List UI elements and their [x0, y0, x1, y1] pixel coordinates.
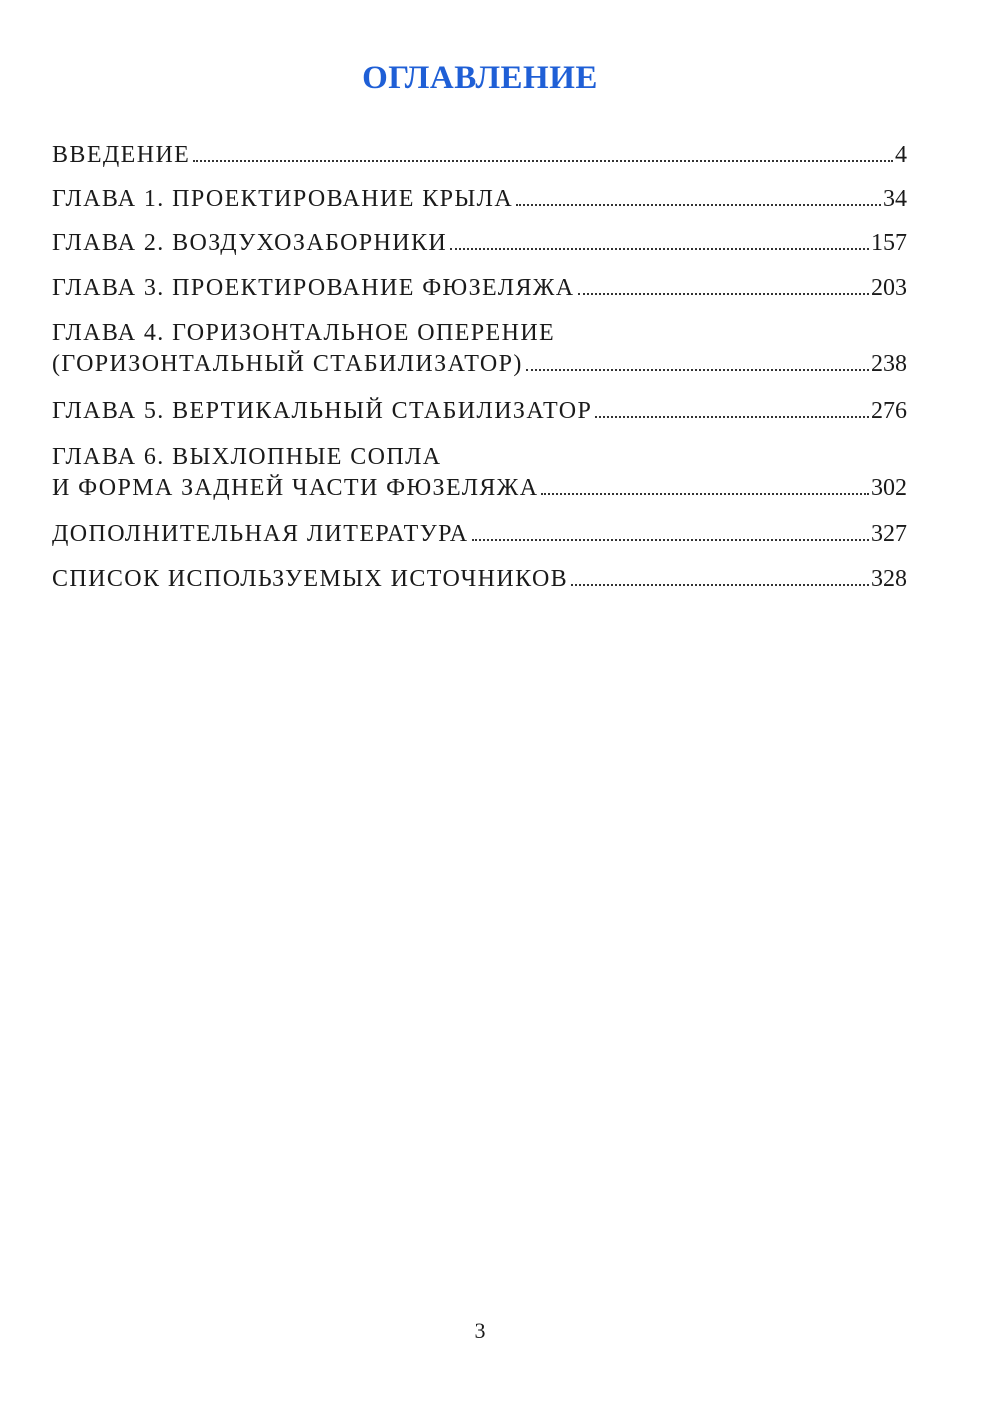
- toc-entry-page: 34: [883, 186, 907, 212]
- toc-entry-label: ГЛАВА 2. ВОЗДУХОЗАБОРНИКИ: [52, 230, 448, 256]
- toc-entry-label: ГЛАВА 5. ВЕРТИКАЛЬНЫЙ СТАБИЛИЗАТОР: [52, 398, 593, 424]
- dot-leader: [450, 248, 869, 250]
- toc-entry-chapter-3[interactable]: [52, 273, 907, 304]
- toc-entry-label: СПИСОК ИСПОЛЬЗУЕМЫХ ИСТОЧНИКОВ: [52, 566, 569, 592]
- toc-entry-label: ГЛАВА 1. ПРОЕКТИРОВАНИЕ КРЫЛА: [52, 186, 514, 212]
- toc-entry-label-line1: ГЛАВА 4. ГОРИЗОНТАЛЬНОЕ ОПЕРЕНИЕ: [52, 320, 556, 346]
- toc-entry-page: 238: [871, 351, 907, 377]
- dot-leader: [541, 493, 869, 495]
- toc-entry-introduction[interactable]: [52, 140, 907, 171]
- toc-entry-page: 203: [871, 275, 907, 301]
- toc-entry-label: ГЛАВА 3. ПРОЕКТИРОВАНИЕ ФЮЗЕЛЯЖА: [52, 275, 575, 301]
- toc-title: ОГЛАВЛЕНИЕ: [362, 60, 598, 96]
- toc-entry-references[interactable]: [52, 564, 907, 595]
- dot-leader: [578, 293, 869, 295]
- toc-entry-chapter-1[interactable]: [52, 184, 907, 215]
- toc-entry-further-reading[interactable]: [52, 519, 907, 550]
- toc-entry-page: 276: [871, 398, 907, 424]
- dot-leader: [571, 584, 869, 586]
- toc-entry-page: 327: [871, 521, 907, 547]
- toc-entry-chapter-4[interactable]: [52, 318, 907, 380]
- toc-entry-page: 302: [871, 475, 907, 501]
- toc-entry-label-line1: ГЛАВА 6. ВЫХЛОПНЫЕ СОПЛА: [52, 444, 442, 470]
- toc-entry-label: ВВЕДЕНИЕ: [52, 142, 191, 168]
- toc-entry-label: (ГОРИЗОНТАЛЬНЫЙ СТАБИЛИЗАТОР): [52, 351, 523, 377]
- toc-entry-label: И ФОРМА ЗАДНЕЙ ЧАСТИ ФЮЗЕЛЯЖА: [52, 475, 539, 501]
- toc-entry-chapter-5[interactable]: [52, 396, 907, 427]
- toc-entry-page: 157: [871, 230, 907, 256]
- toc-entry-page: 4: [895, 142, 907, 168]
- toc-entry-label: ДОПОЛНИТЕЛЬНАЯ ЛИТЕРАТУРА: [52, 521, 469, 547]
- dot-leader: [472, 539, 869, 541]
- dot-leader: [193, 160, 893, 162]
- dot-leader: [595, 416, 869, 418]
- toc-entry-chapter-6[interactable]: [52, 442, 907, 504]
- dot-leader: [526, 369, 869, 371]
- dot-leader: [516, 204, 881, 206]
- toc-entry-chapter-2[interactable]: [52, 228, 907, 259]
- page-number: 3: [474, 1318, 486, 1343]
- toc-entry-page: 328: [871, 566, 907, 592]
